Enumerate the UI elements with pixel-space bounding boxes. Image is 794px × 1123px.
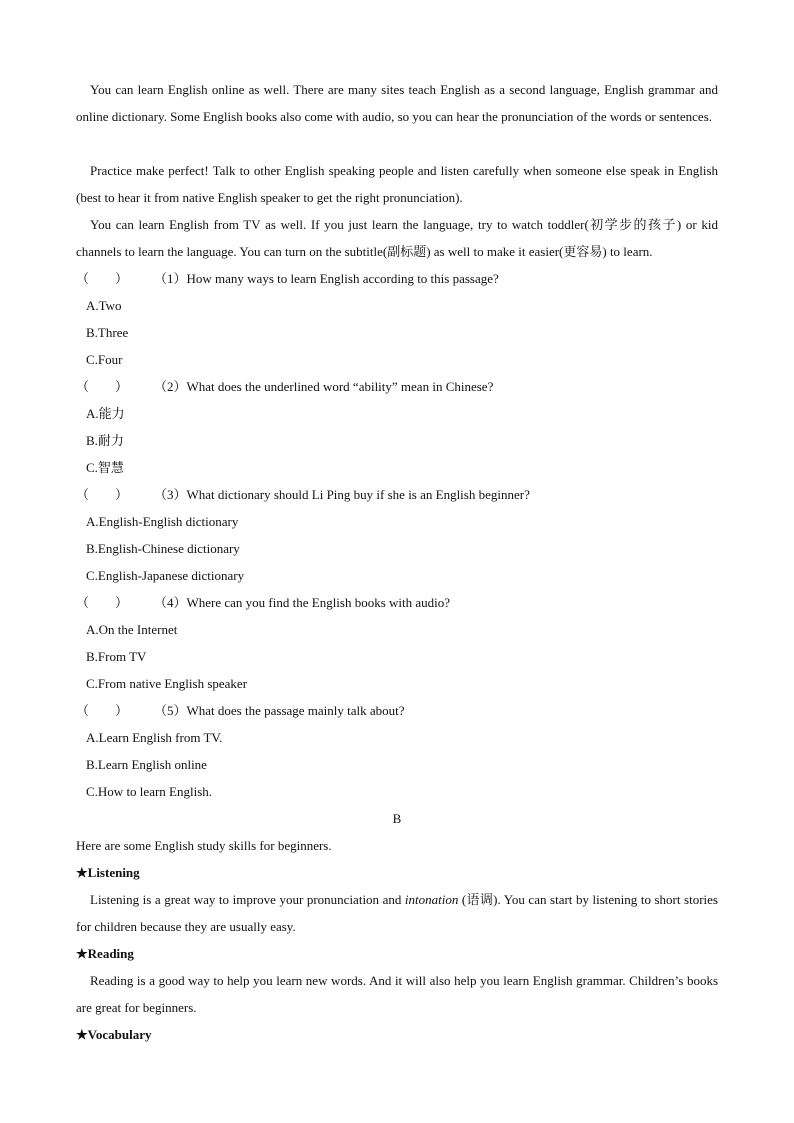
option-1c: C.Four — [86, 352, 123, 367]
answer-blank[interactable]: （ ） — [76, 487, 129, 502]
option-2a: A.能力 — [86, 406, 125, 421]
passage-paragraph-3: You can learn English from TV as well. If you just learn the language, try to watch toddler(初学步的孩子) or kid channels to learn the language. You can turn on the subtitle(副标题) as well to make it easier(更容易) to learn. — [76, 217, 718, 259]
listening-paragraph: Listening is a great way to improve your pronunciation and intonation (语调). You can start by listening to short stories for children because they are usually easy. — [76, 892, 718, 934]
answer-blank[interactable]: （ ） — [76, 379, 129, 394]
passage-paragraph-2: Practice make perfect! Talk to other English speaking people and listen carefully when someone else speak in English (best to hear it from native English speaker to get the right pronunciation). — [76, 163, 718, 205]
passage-paragraph-1: You can learn English online as well. There are many sites teach English as a second language, English grammar and online dictionary. Some English books also come with audio, so you can hear the pronunciation of the words or sentences. — [76, 82, 718, 124]
answer-blank[interactable]: （ ） — [76, 595, 129, 610]
answer-blank[interactable]: （ ） — [76, 271, 129, 286]
listening-heading: ★Listening — [76, 865, 140, 880]
option-4c: C.From native English speaker — [86, 676, 248, 691]
question-4 — [76, 589, 450, 616]
option-5a: A.Learn English from TV. — [86, 730, 223, 745]
answer-blank[interactable]: （ ） — [76, 703, 129, 718]
question-text: （2）What does the underlined word “ability” mean in Chinese? — [154, 379, 494, 394]
option-2b: B.耐力 — [86, 433, 124, 448]
option-3b: B.English-Chinese dictionary — [86, 541, 240, 556]
option-3c: C.English-Japanese dictionary — [86, 568, 245, 583]
option-3a: A.English-English dictionary — [86, 514, 239, 529]
section-label: B — [392, 811, 402, 826]
reading-heading: ★Reading — [76, 946, 134, 961]
question-5 — [76, 697, 405, 724]
question-2 — [76, 373, 493, 400]
vocabulary-heading: ★Vocabulary — [76, 1027, 152, 1042]
option-1a: A.Two — [86, 298, 122, 313]
reading-paragraph: Reading is a good way to help you learn new words. And it will also help you learn English grammar. Children’s books are great for beginners. — [76, 973, 718, 1015]
option-1b: B.Three — [86, 325, 129, 340]
option-5b: B.Learn English online — [86, 757, 207, 772]
option-4a: A.On the Internet — [86, 622, 178, 637]
option-5c: C.How to learn English. — [86, 784, 213, 799]
question-text: （3）What dictionary should Li Ping buy if she is an English beginner? — [154, 487, 530, 502]
question-text: （1）How many ways to learn English according to this passage? — [154, 271, 499, 286]
question-text: （4）Where can you find the English books with audio? — [154, 595, 451, 610]
question-1 — [76, 265, 499, 292]
option-2c: C.智慧 — [86, 460, 124, 475]
question-3 — [76, 481, 530, 508]
section-intro: Here are some English study skills for beginners. — [76, 838, 332, 853]
option-4b: B.From TV — [86, 649, 147, 664]
question-text: （5）What does the passage mainly talk about? — [154, 703, 405, 718]
